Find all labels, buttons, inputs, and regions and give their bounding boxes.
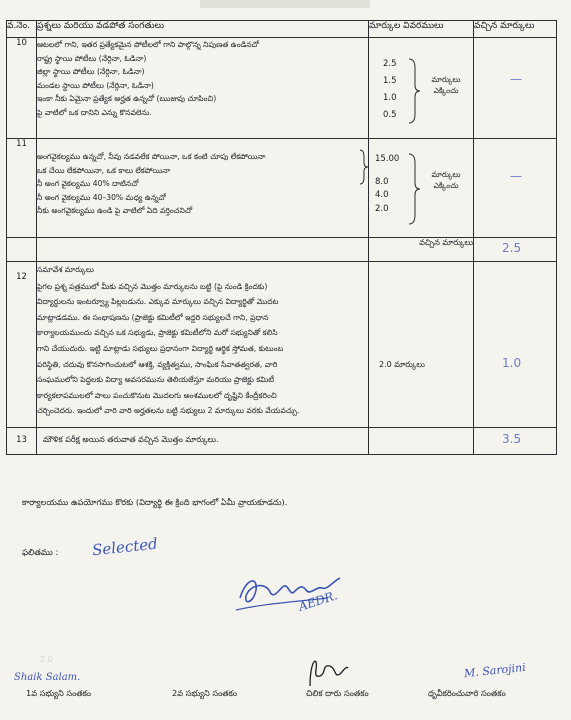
criteria-line: జిల్లా స్థాయి పోటీలు (నేర్గినా, ఓడినా) (37, 67, 145, 77)
marks-value: 2.5 (383, 59, 397, 69)
third-signature-label: చిలిక దారు సంతకం (306, 688, 369, 698)
given-marks-cell (474, 262, 557, 428)
row-criteria: మౌళిక పరీక్ష అయిన తరువాత వచ్చిన మొత్తం మార్కులు. (37, 428, 369, 455)
marks-options (369, 38, 474, 139)
row-number: 12 (7, 262, 37, 428)
previous-page-bleed (200, 0, 370, 8)
criteria-line: నీ అంగ వైకల్యము 40–30% మధ్య ఉన్నచో (37, 192, 166, 202)
criteria-line: పైగల ప్రశ్న పత్రములో మీకు వచ్చిన మొత్తం మార్కులను బట్టి (పై నుండి క్రిందకు) (37, 281, 268, 291)
table-row (7, 38, 557, 139)
marks-value: 1.0 (383, 93, 397, 103)
marks-value: 2.0 (375, 203, 389, 214)
marks-values (375, 153, 399, 216)
curly-brace-icon (407, 58, 421, 124)
marks-value: 2.0 మార్కులు (379, 360, 425, 369)
criteria-line: ఒక చేయి లేకపోయినా, ఒక కాలు లేకపోయినా (37, 165, 171, 175)
marks-value: 15.00 (375, 154, 400, 164)
criteria-line: పై వాటిలో ఒక దానిని ఎన్ను కొనవలెను. (37, 107, 152, 117)
marks-value: 0.5 (383, 110, 397, 120)
marks-value: 1.5 (383, 76, 397, 86)
row-criteria (37, 139, 369, 238)
certifier-handwriting: M. Sarojini (463, 660, 527, 681)
row-criteria (37, 38, 369, 139)
marks-label: మార్కులు ఎక్కించు (431, 170, 461, 190)
faded-bleed-text: 2.0 (40, 655, 53, 664)
marks-options (369, 262, 474, 428)
marks-table (6, 20, 557, 455)
criteria-line: ఆటలలో గాని, ఇతర ప్రత్యేకమైన పోటీలలో గాని పాల్గొన్న నిపుణత ఉండినచో (37, 40, 259, 49)
marks-value: 8.0 (375, 176, 389, 187)
third-signature-scribble-icon (304, 656, 352, 690)
second-member-signature-label: 2వ సభ్యుని సంతకం (172, 688, 238, 698)
given-marks: 3.5 (502, 432, 522, 446)
criteria-line: విద్యార్థులను ఇంటర్వ్యూ పిల్లబడును. ఎక్కువ మార్కులు వచ్చిన విద్యార్థితో మొదట (37, 297, 279, 307)
criteria-line: కార్యాలయముందు వచ్చిన ఒక సభ్యుడు, ప్రాజెక్టు కమిటీలోని మరో సభ్యునితో కలిసి (37, 328, 278, 338)
table-header-row (7, 21, 557, 38)
given-marks-cell (474, 38, 557, 139)
table-row (7, 428, 557, 455)
header-criteria: ప్రశ్నలు మరియు వడపోత సంగతులు (37, 21, 369, 38)
given-marks: 1.0 (502, 356, 522, 370)
marks-label: మార్కులు ఎక్కించు (431, 75, 461, 95)
section-title: సమావేశ మార్కులు (37, 265, 94, 274)
criteria-line: గాని చేయుదురు. ఇట్టి మాట్లాడు సభ్యులు ప్రధానంగా విద్యార్థి ఆర్థిక స్తోమత, కుటుంబ (37, 343, 284, 353)
criteria-line: మాట్లాడడము. ఈ సంభాషణను (ప్రాజెక్టు కమిటీలో ఇద్దరి సభ్యులచే గాని, ప్రధాన (37, 312, 269, 322)
criteria-line: సంఘములోని పెద్దలకు విద్యా అవసరమును తెలియజేస్తూ మరియు ప్రాజెక్టు కమిటీ (37, 375, 275, 385)
criteria-line: ఇంకా నీకు ఏమైనా ప్రత్యేక అర్హత ఉన్నచో (ఋజువు చూపించి) (37, 94, 217, 104)
marks-options (369, 139, 474, 238)
result-handwriting: Selected (91, 534, 159, 560)
row-criteria (37, 262, 369, 428)
criteria-line: అంగవైకల్యము ఉన్నచో, నీవు నడవలేక పోయినా, ఒక కంటి చూపు లేకపోయినా (37, 152, 266, 161)
curly-brace-icon (359, 149, 369, 185)
header-marks: మార్కుల వివరములు (369, 21, 474, 38)
given-marks-cell (474, 139, 557, 238)
first-member-handwriting: Shaik Salam. (14, 672, 81, 683)
criteria-line: నీకు అంగవైకల్యము ఉండి పై వాటిలో ఏది వర్తించనిచో (37, 206, 193, 216)
criteria-line: రాష్ట్ర స్థాయి పోటీలు (నేర్గినా, ఓడినా) (37, 53, 147, 63)
table-row (7, 262, 557, 428)
first-member-signature-label: 1వ సభ్యుని సంతకం (26, 688, 92, 698)
certifier-signature-label: ధృవీకరించువారి సంతకం (428, 688, 506, 698)
marks-value: 4.0 (375, 190, 389, 200)
criteria-line: మండల స్థాయి పోటీలు (నేర్గినా, ఓడినా) (37, 80, 154, 90)
result-label: ఫలితము : (22, 548, 59, 558)
office-use-note: కార్యాలయము ఉపయోగము కొరకు (విద్యార్థి ఈ క్రింది భాగంలో ఏమీ వ్రాయకూడదు). (22, 497, 288, 507)
criteria-line: పరిస్థితి, చదువు కొనసాగించుటలో ఆశక్తి, వ్యక్తిత్వము, సాంఘిక సేవాతత్వరత, వారి (37, 359, 278, 369)
row-number: 13 (7, 428, 37, 455)
criteria-line: నీ అంగ వైకల్యము 40% దాటినచో (37, 179, 139, 189)
given-marks-cell (474, 428, 557, 455)
row-number: 11 (7, 139, 37, 238)
header-given: వచ్చిన మార్కులు (474, 21, 557, 38)
signature-handwriting: AEDR. (296, 588, 340, 614)
subtotal-row (7, 238, 557, 262)
row-number: 10 (7, 38, 37, 139)
subtotal-label: వచ్చిన మార్కులు (369, 238, 474, 262)
given-marks: — (510, 169, 522, 183)
header-sno: వ.నెం. (7, 21, 37, 38)
curly-brace-icon (407, 153, 421, 225)
criteria-line: కార్యకలాపములలో పాలు పంచుకొనుట మొదలగు అంశములలో దృష్టిని కేంద్రీకరించి (37, 390, 277, 400)
table-row (7, 139, 557, 238)
subtotal-value: 2.5 (502, 241, 522, 255)
given-marks: — (510, 72, 522, 86)
criteria-line: చర్చించెదరు. ఇందులో వారి వారి అర్హతలను బట్టి సభ్యులు 2 మార్కులు వరకు వేయవచ్చు. (37, 406, 300, 416)
marks-values (383, 56, 397, 124)
subtotal-cell (474, 238, 557, 262)
